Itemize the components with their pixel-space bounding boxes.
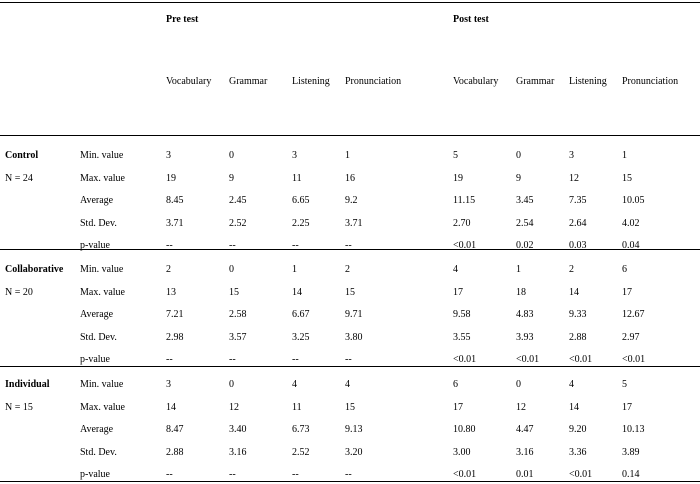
stat-label: Max. value (80, 287, 125, 298)
table-cell: 2.97 (622, 332, 640, 343)
stat-label: Average (80, 195, 114, 206)
table-cell: 3.57 (229, 332, 247, 343)
post-test-header: Post test (453, 14, 489, 25)
table-cell: 0.04 (622, 240, 640, 251)
table-cell: 4 (569, 379, 574, 390)
stat-label: Std. Dev. (80, 447, 117, 458)
table-cell: 3 (292, 150, 297, 161)
table-cell: 2.54 (516, 218, 534, 229)
stat-label: Std. Dev. (80, 332, 117, 343)
bottom-rule (0, 481, 700, 482)
table-cell: 4.47 (516, 424, 534, 435)
table-cell: 2.45 (229, 195, 247, 206)
top-rule (0, 2, 700, 3)
table-cell: 6.67 (292, 309, 310, 320)
group-name: Collaborative (5, 264, 64, 275)
table-cell: 6.65 (292, 195, 310, 206)
table-cell: 1 (516, 264, 521, 275)
stat-label: Min. value (80, 379, 124, 390)
stat-label: Min. value (80, 264, 124, 275)
column-subheader: Grammar (516, 76, 555, 87)
table-cell: 0 (229, 264, 234, 275)
stat-label: Min. value (80, 150, 124, 161)
group-name: Control (5, 150, 39, 161)
table-cell: 3.16 (516, 447, 534, 458)
column-subheader: Pronunciation (345, 76, 402, 87)
table-cell: -- (166, 240, 173, 251)
table-cell: 17 (622, 402, 632, 413)
table-cell: 0 (516, 150, 521, 161)
table-cell: -- (292, 240, 299, 251)
table-cell: -- (166, 469, 173, 480)
table-cell: 8.47 (166, 424, 184, 435)
table-cell: 11 (292, 173, 302, 184)
table-cell: 3.36 (569, 447, 587, 458)
table-cell: -- (166, 354, 173, 365)
table-cell: 17 (453, 402, 463, 413)
table-cell: 2 (345, 264, 350, 275)
table-cell: -- (292, 354, 299, 365)
table-cell: 12.67 (622, 309, 645, 320)
header-bottom-rule (0, 135, 700, 136)
table-cell: -- (345, 240, 352, 251)
table-cell: 9.58 (453, 309, 471, 320)
table-cell: 3.40 (229, 424, 247, 435)
table-cell: 0 (229, 150, 234, 161)
table-cell: 2.52 (229, 218, 247, 229)
table-cell: 3.25 (292, 332, 310, 343)
table-cell: 13 (166, 287, 176, 298)
column-subheader: Vocabulary (166, 76, 212, 87)
table-cell: 3.71 (166, 218, 184, 229)
table-cell: 9.33 (569, 309, 587, 320)
table-cell: 5 (453, 150, 458, 161)
column-subheader: Listening (292, 76, 330, 87)
table-cell: -- (229, 354, 236, 365)
group-size: N = 15 (5, 401, 33, 413)
table-cell: 7.35 (569, 195, 587, 206)
table-cell: 19 (453, 173, 463, 184)
table-cell: 3.71 (345, 218, 363, 229)
table-cell: 12 (569, 173, 579, 184)
table-cell: 1 (345, 150, 350, 161)
table-cell: 9.13 (345, 424, 363, 435)
group-name: Individual (5, 379, 50, 390)
table-cell: 4.02 (622, 218, 640, 229)
table-cell: 10.80 (453, 424, 476, 435)
stat-label: p-value (80, 354, 110, 365)
table-cell: 14 (569, 402, 579, 413)
table-cell: 15 (622, 173, 632, 184)
table-cell: 15 (229, 287, 239, 298)
table-cell: 3.89 (622, 447, 640, 458)
column-subheader: Listening (569, 76, 607, 87)
table-cell: 6 (622, 264, 627, 275)
table-cell: 2.70 (453, 218, 471, 229)
table-cell: 6 (453, 379, 458, 390)
table-cell: 0 (516, 379, 521, 390)
stat-label: Max. value (80, 402, 125, 413)
table-cell: 2.52 (292, 447, 310, 458)
stat-label: Std. Dev. (80, 218, 117, 229)
table-cell: 0.14 (622, 469, 640, 480)
table-cell: 16 (345, 173, 355, 184)
table-cell: 4.83 (516, 309, 534, 320)
table-cell: <0.01 (516, 354, 540, 365)
column-subheader: Pronunciation (622, 76, 679, 87)
stat-label: Average (80, 424, 114, 435)
table-cell: 6.73 (292, 424, 310, 435)
table-cell: -- (229, 240, 236, 251)
group-size: N = 20 (5, 286, 33, 298)
table-cell: 18 (516, 287, 526, 298)
group-size: N = 24 (5, 172, 33, 184)
table-cell: 3 (166, 150, 171, 161)
table-cell: <0.01 (569, 469, 593, 480)
table-cell: 2.58 (229, 309, 247, 320)
table-cell: 12 (229, 402, 239, 413)
table-cell: 9.71 (345, 309, 363, 320)
stat-label: p-value (80, 240, 110, 251)
table-cell: 3.16 (229, 447, 247, 458)
table-cell: 4 (292, 379, 297, 390)
table-cell: 2 (569, 264, 574, 275)
table-cell: 19 (166, 173, 176, 184)
table-cell: 15 (345, 402, 355, 413)
table-cell: -- (345, 354, 352, 365)
table-cell: 1 (622, 150, 627, 161)
table-cell: -- (292, 469, 299, 480)
table-cell: 14 (166, 402, 176, 413)
table-cell: 2 (166, 264, 171, 275)
table-cell: 2.98 (166, 332, 184, 343)
table-cell: 0.02 (516, 240, 534, 251)
table-cell: 2.88 (166, 447, 184, 458)
table-cell: 1 (292, 264, 297, 275)
table-cell: 3.93 (516, 332, 534, 343)
stat-label: p-value (80, 469, 110, 480)
table-cell: 10.05 (622, 195, 645, 206)
table-cell: 9.2 (345, 195, 358, 206)
table-cell: 3.00 (453, 447, 471, 458)
table-cell: 9 (516, 173, 521, 184)
stat-label: Max. value (80, 173, 125, 184)
table-cell: 17 (453, 287, 463, 298)
table-cell: 4 (345, 379, 350, 390)
table-cell: 15 (345, 287, 355, 298)
table-cell: 2.88 (569, 332, 587, 343)
table-cell: <0.01 (453, 240, 477, 251)
table-cell: -- (229, 469, 236, 480)
table-cell: 17 (622, 287, 632, 298)
table-cell: 12 (516, 402, 526, 413)
table-cell: <0.01 (453, 354, 477, 365)
pre-test-header: Pre test (166, 14, 199, 25)
table-cell: 14 (569, 287, 579, 298)
table-cell: 3 (569, 150, 574, 161)
table-cell: 3.45 (516, 195, 534, 206)
table-cell: -- (345, 469, 352, 480)
group-divider-rule (0, 366, 700, 367)
table-cell: 3.55 (453, 332, 471, 343)
table-cell: 3.20 (345, 447, 363, 458)
table-cell: 14 (292, 287, 302, 298)
column-subheader: Vocabulary (453, 76, 499, 87)
table-cell: 10.13 (622, 424, 645, 435)
table-cell: 0.01 (516, 469, 534, 480)
table-cell: 11.15 (453, 195, 476, 206)
table-cell: 4 (453, 264, 458, 275)
table-cell: <0.01 (453, 469, 477, 480)
stat-label: Average (80, 309, 114, 320)
table-cell: 3 (166, 379, 171, 390)
table-cell: 2.25 (292, 218, 310, 229)
table-cell: 0 (229, 379, 234, 390)
table-cell: 11 (292, 402, 302, 413)
table-cell: 0.03 (569, 240, 587, 251)
table-cell: 9 (229, 173, 234, 184)
table-cell: 8.45 (166, 195, 184, 206)
table-cell: <0.01 (569, 354, 593, 365)
table-cell: <0.01 (622, 354, 646, 365)
table-cell: 3.80 (345, 332, 363, 343)
table-cell: 9.20 (569, 424, 587, 435)
column-subheader: Grammar (229, 76, 268, 87)
table-cell: 5 (622, 379, 627, 390)
table-cell: 2.64 (569, 218, 587, 229)
table-cell: 7.21 (166, 309, 184, 320)
